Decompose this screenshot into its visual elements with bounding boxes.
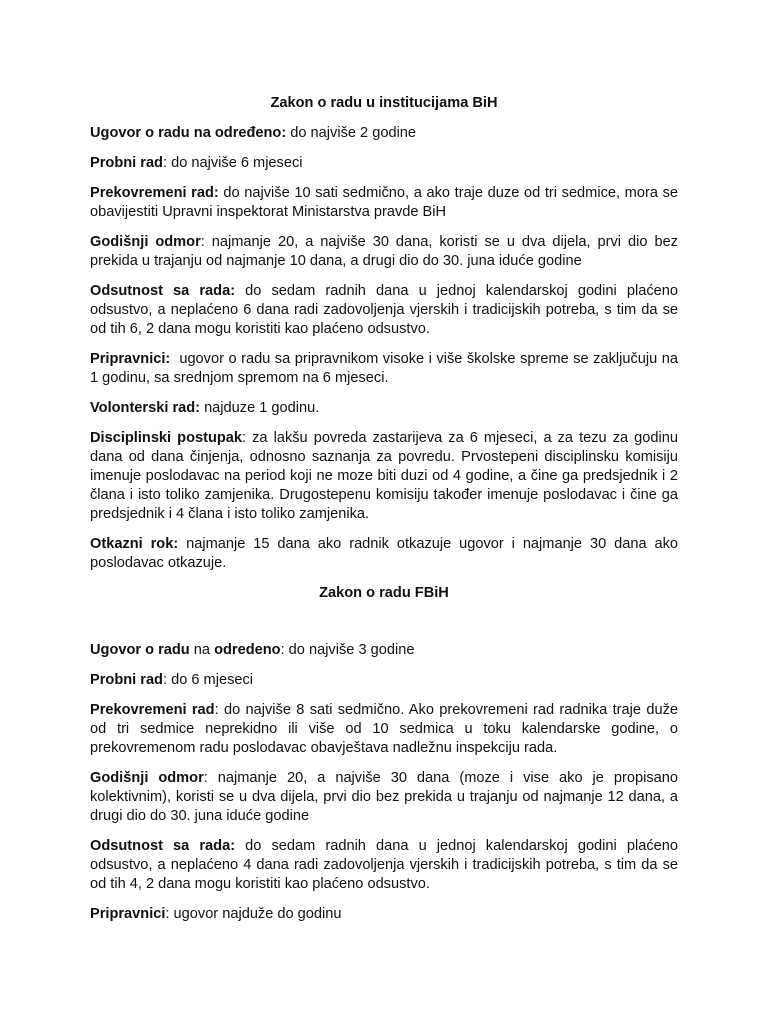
term-label: Odsutnost sa rada: bbox=[90, 838, 236, 854]
paragraph-overtime bbox=[90, 701, 678, 758]
document-page bbox=[90, 94, 683, 935]
section-title-fbih: Zakon o radu FBiH bbox=[319, 585, 449, 601]
term-label-secondary: odredeno bbox=[214, 642, 281, 658]
term-label: Godišnji odmor bbox=[90, 234, 201, 250]
term-text: : do najviše 8 sati sedmično. Ako prekovremeni rad radnika traje duže od tri sedmice neprekidno ili više od 10 sedmica u toku kalendarske godine, o prekovremenom radu poslodavac obavještava nadležnu inspekciju rada. bbox=[90, 702, 678, 756]
term-text: ugovor o radu sa pripravnikom visoke i više školske spreme se zaključuju na 1 godinu, sa srednjom spremom na 6 mjeseci. bbox=[90, 351, 683, 386]
paragraph-notice-period bbox=[90, 535, 678, 573]
term-text: najmanje 15 dana ako radnik otkazuje ugovor i najmanje 30 dana ako poslodavac otkazuje. bbox=[90, 536, 678, 571]
paragraph-probation bbox=[90, 671, 678, 690]
term-label: Prekovremeni rad: bbox=[90, 185, 219, 201]
paragraph-trainees bbox=[90, 350, 683, 388]
term-text: do sedam radnih dana u jednoj kalendarskoj godini plaćeno odsustvo, a neplaćeno 4 dana radi zadovoljenja vjerskih i tradicijskih potreba, s tim da se od tih 4, 2 dana mogu koristiti kao plaćeno odsustvo. bbox=[90, 838, 678, 892]
section-title-bih-institutions: Zakon o radu u institucijama BiH bbox=[270, 95, 498, 111]
paragraph-fixed-term-contract bbox=[90, 124, 678, 143]
term-text: najduze 1 godinu. bbox=[200, 400, 320, 416]
term-label: Probni rad bbox=[90, 672, 163, 688]
paragraph-annual-leave bbox=[90, 769, 678, 826]
paragraph-overtime bbox=[90, 184, 678, 222]
term-text: do sedam radnih dana u jednoj kalendarskoj godini plaćeno odsustvo, a neplaćeno 6 dana radi zadovoljenja vjerskih i tradicijskih potreba, s tim da se od tih 6, 2 dana mogu koristiti kao plaćeno odsustvo. bbox=[90, 283, 678, 337]
term-label: Probni rad bbox=[90, 155, 163, 171]
paragraph-trainees bbox=[90, 905, 678, 924]
term-label: Ugovor o radu na određeno: bbox=[90, 125, 287, 141]
paragraph-annual-leave bbox=[90, 233, 678, 271]
paragraph-absence bbox=[90, 837, 678, 894]
term-label: Odsutnost sa rada: bbox=[90, 283, 236, 299]
term-label: Godišnji odmor bbox=[90, 770, 204, 786]
term-text: : do 6 mjeseci bbox=[162, 672, 254, 688]
term-text: : ugovor najduže do godinu bbox=[165, 906, 342, 922]
term-text: : za lakšu povreda zastarijeva za 6 mjeseci, a za tezu za godinu dana od dana činjenja, odnosno saznanja za povredu. Prvostepeni disciplinsku komisiju imenuje poslodavac na period koji ne moze biti duzi od 4 godine, a čine ga predsjednik i 2 člana i isto toliko zamjenika. Drugostepenu komisiju također imenuje poslodavac i čine ga predsjednik i 4 člana i isto toliko zamjenika. bbox=[90, 430, 679, 522]
term-label: Prekovremeni rad bbox=[90, 702, 215, 718]
paragraph-fixed-term-contract bbox=[90, 641, 678, 660]
term-label: Pripravnici: bbox=[90, 351, 171, 367]
paragraph-disciplinary-procedure bbox=[90, 429, 678, 524]
term-text: na bbox=[189, 642, 215, 658]
term-text-secondary: : do najviše 3 godine bbox=[280, 642, 415, 658]
paragraph-probation bbox=[90, 154, 678, 173]
term-text: do najviše 10 sati sedmično, a ako traje duze od tri sedmice, mora se obavijestiti Upravni inspektorat Ministarstva pravde BiH bbox=[90, 185, 678, 220]
term-text: : do najviše 6 mjeseci bbox=[162, 155, 303, 171]
term-label: Pripravnici bbox=[90, 906, 166, 922]
term-label: Ugovor o radu bbox=[90, 642, 190, 658]
term-text: : najmanje 20, a najviše 30 dana, koristi se u dva dijela, prvi dio bez prekida u trajanju od najmanje 10 dana, a drugi dio do 30. juna iduće godine bbox=[90, 234, 678, 269]
term-label: Volonterski rad: bbox=[90, 400, 201, 416]
term-text: : najmanje 20, a najviše 30 dana (moze i vise ako je propisano kolektivnim), koristi se u dva dijela, prvi dio bez prekida u trajanju od najmanje 12 dana, a drugi dio do 30. juna iduće godine bbox=[90, 770, 678, 824]
paragraph-absence bbox=[90, 282, 678, 339]
term-label: Otkazni rok: bbox=[90, 536, 179, 552]
paragraph-volunteer-work bbox=[90, 399, 678, 418]
term-label: Disciplinski postupak bbox=[90, 430, 243, 446]
term-text: do najviše 2 godine bbox=[286, 125, 417, 141]
